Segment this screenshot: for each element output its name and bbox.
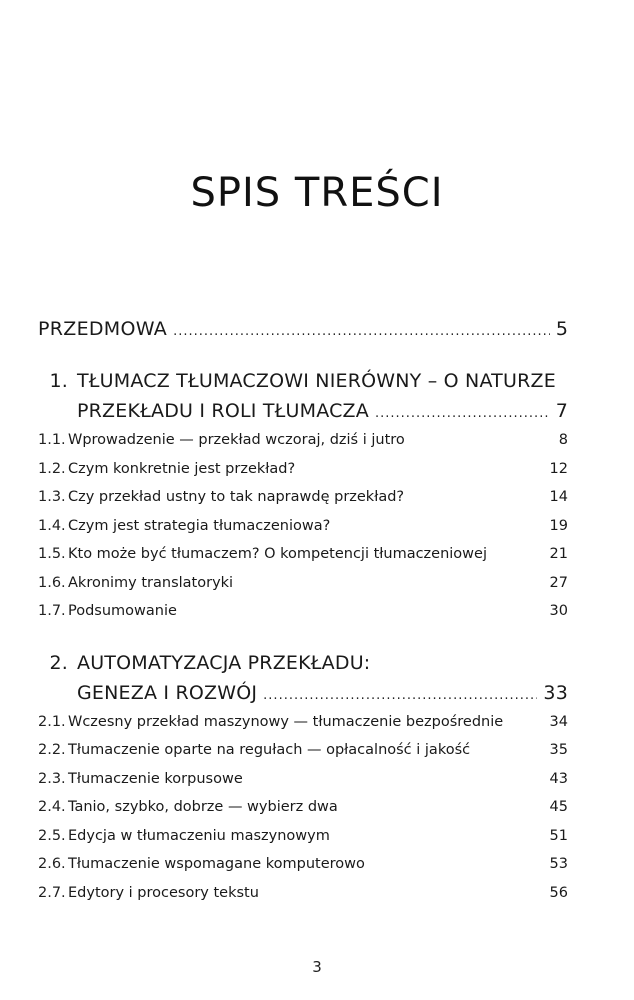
section-number: 2.5. (38, 827, 66, 844)
toc-section (38, 518, 568, 547)
toc-section (38, 432, 568, 461)
chapter-heading-line1 (38, 370, 568, 400)
toc-section (38, 856, 568, 885)
section-title: Tłumaczenie korpusowe (68, 770, 243, 787)
chapter-title-line1: TŁUMACZ TŁUMACZOWI NIERÓWNY – O NATURZE (77, 370, 556, 392)
chapter-title-line2: GENEZA I ROZWÓJ (77, 681, 258, 704)
section-title: Edycja w tłumaczeniu maszynowym (68, 827, 330, 844)
section-page: 34 (549, 713, 568, 730)
section-number: 2.7. (38, 884, 66, 901)
section-page: 30 (549, 603, 568, 619)
section-page: 14 (549, 489, 568, 505)
section-page: 53 (549, 856, 568, 872)
preface-label: PRZEDMOWA (38, 318, 168, 340)
chapter-page: 33 (543, 681, 568, 704)
table-of-contents (38, 318, 568, 913)
toc-section (38, 742, 568, 771)
section-title: Tłumaczenie wspomagane komputerowo (68, 856, 365, 872)
toc-section (38, 575, 568, 604)
section-title: Akronimy translatoryki (68, 574, 234, 591)
section-number: 2.6. (38, 856, 66, 872)
toc-chapter-1 (38, 370, 568, 632)
section-page: 21 (549, 546, 568, 562)
section-number: 2.4. (38, 799, 66, 815)
section-page: 8 (558, 432, 568, 448)
dot-leader (375, 406, 550, 421)
toc-section (38, 828, 568, 857)
section-number: 1.2. (38, 460, 66, 477)
dot-leader (173, 324, 550, 339)
section-number: 1.3. (38, 489, 66, 505)
section-number: 2.1. (38, 713, 66, 730)
section-number: 2.3. (38, 770, 66, 787)
toc-section (38, 714, 568, 743)
toc-chapter-2 (38, 652, 568, 914)
toc-section (38, 489, 568, 518)
section-number: 1.7. (38, 603, 66, 619)
toc-section (38, 771, 568, 800)
chapter-heading-line2 (38, 682, 568, 714)
chapter-heading-line2 (38, 400, 568, 432)
section-page: 19 (549, 517, 568, 534)
section-number: 1.1. (38, 432, 66, 448)
section-page: 56 (549, 884, 568, 901)
chapter-number: 1. (49, 370, 68, 392)
toc-preface (38, 318, 568, 356)
section-title: Czy przekład ustny to tak naprawdę przekład? (68, 489, 405, 505)
chapter-number: 2. (49, 651, 68, 674)
toc-section (38, 461, 568, 490)
section-title: Wczesny przekład maszynowy — tłumaczenie bezpośrednie (68, 713, 504, 730)
section-page: 35 (549, 742, 568, 758)
section-title: Tanio, szybko, dobrze — wybierz dwa (68, 799, 338, 815)
section-page: 12 (549, 460, 568, 477)
chapter-title-line2: PRZEKŁADU I ROLI TŁUMACZA (77, 400, 369, 422)
toc-section (38, 546, 568, 575)
toc-section (38, 885, 568, 914)
preface-page: 5 (555, 318, 568, 340)
toc-section (38, 603, 568, 632)
section-title: Podsumowanie (68, 603, 177, 619)
section-page: 51 (549, 827, 568, 844)
dot-leader (263, 688, 537, 703)
toc-section (38, 799, 568, 828)
section-page: 45 (549, 799, 568, 815)
page-number: 3 (312, 958, 322, 976)
section-title: Wprowadzenie — przekład wczoraj, dziś i jutro (68, 432, 405, 448)
section-number: 1.4. (38, 517, 66, 534)
section-number: 1.5. (38, 546, 66, 562)
chapter-title-line1: AUTOMATYZACJA PRZEKŁADU: (77, 651, 371, 674)
section-title: Kto może być tłumaczem? O kompetencji tłumaczeniowej (68, 546, 487, 562)
chapter-heading-line1 (38, 652, 568, 682)
section-title: Czym konkretnie jest przekład? (68, 460, 296, 477)
section-page: 27 (549, 574, 568, 591)
section-title: Edytory i procesory tekstu (68, 884, 259, 901)
section-title: Tłumaczenie oparte na regułach — opłacalność i jakość (68, 742, 471, 758)
section-number: 1.6. (38, 574, 66, 591)
page-title: SPIS TREŚCI (190, 170, 444, 216)
section-title: Czym jest strategia tłumaczeniowa? (68, 517, 331, 534)
section-page: 43 (549, 770, 568, 787)
section-number: 2.2. (38, 742, 66, 758)
chapter-page: 7 (555, 400, 568, 422)
